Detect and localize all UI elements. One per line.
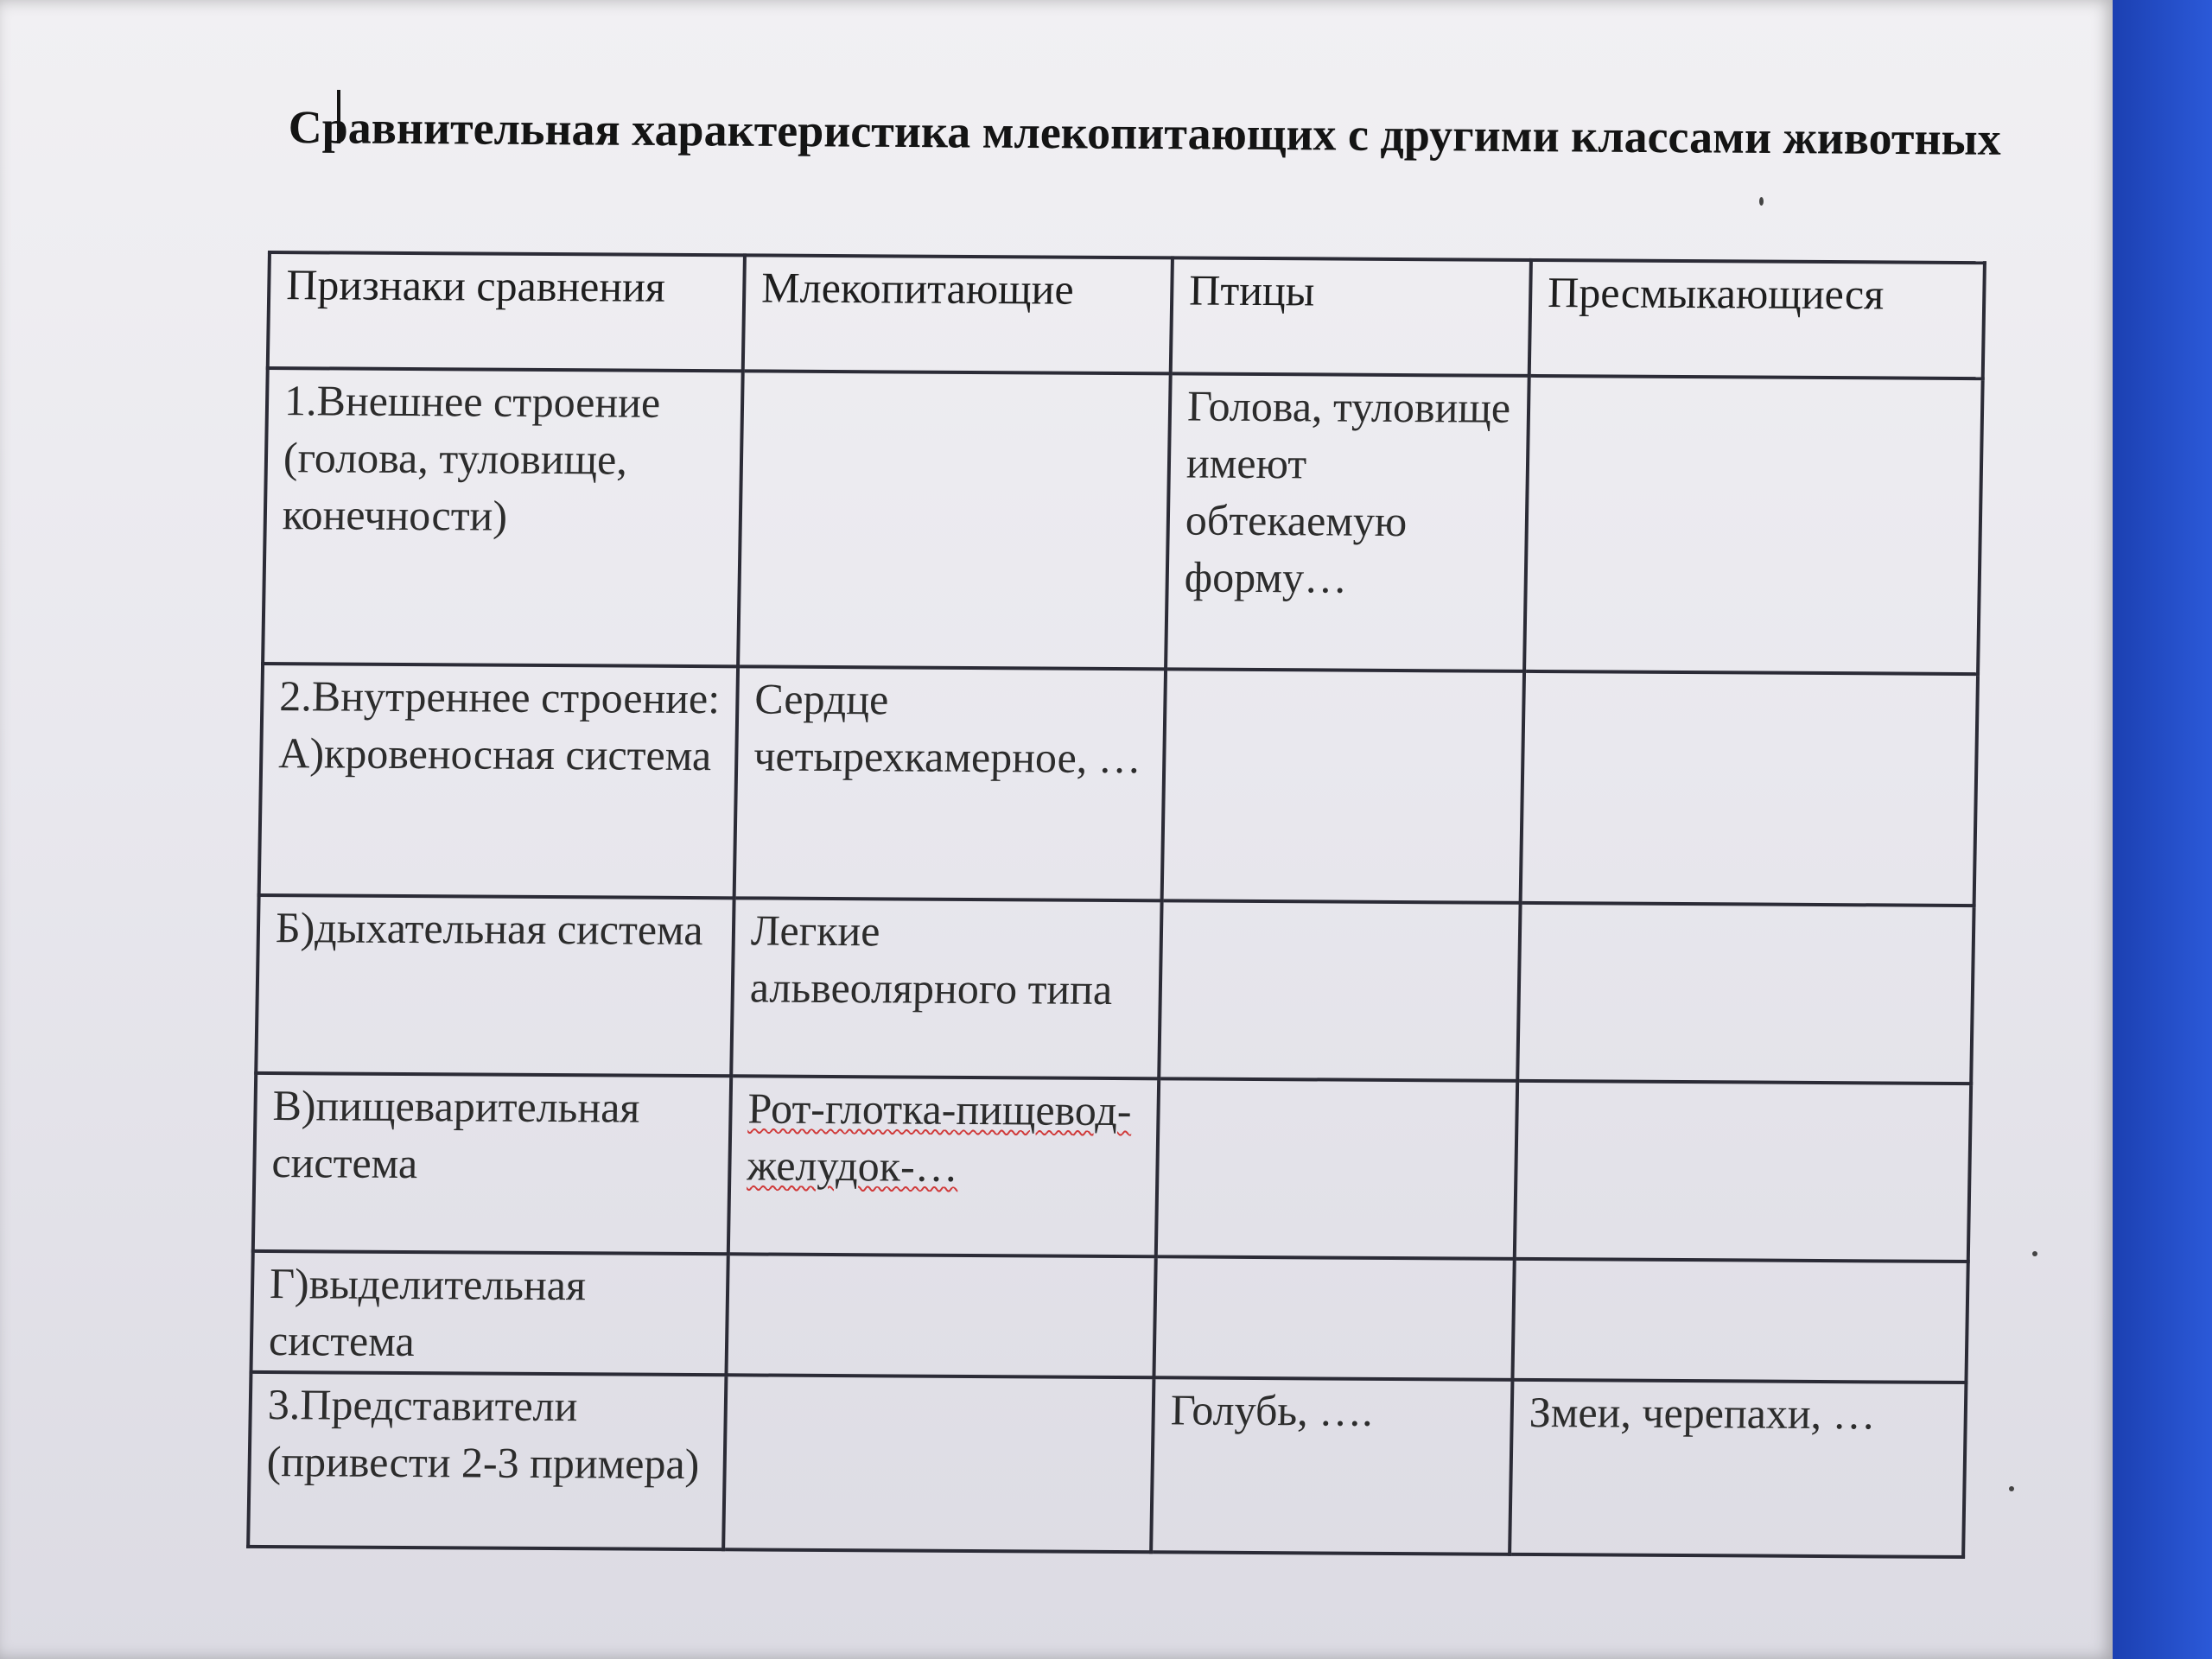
table-cell[interactable]: Г)выделительная система bbox=[251, 1251, 728, 1375]
table-cell[interactable] bbox=[726, 1254, 1155, 1377]
table-row bbox=[251, 1251, 1967, 1382]
table-cell[interactable]: Б)дыхательная система bbox=[256, 895, 734, 1076]
table-cell[interactable] bbox=[1156, 1078, 1517, 1259]
table-cell[interactable]: В)пищеварительная система bbox=[253, 1073, 731, 1254]
table-cell[interactable]: 2.Внутреннее строение: А)кровеносная система bbox=[259, 664, 738, 898]
table-cell[interactable]: 1.Внешнее строение (голова, туловище, конечности) bbox=[263, 368, 743, 666]
table-cell[interactable] bbox=[1159, 900, 1520, 1081]
header-cell-mammals[interactable]: Млекопитающие bbox=[743, 255, 1173, 373]
header-cell-reptiles[interactable]: Пресмыкающиеся bbox=[1529, 260, 1985, 378]
table-cell[interactable] bbox=[1517, 903, 1974, 1084]
table-cell[interactable]: Голубь, …. bbox=[1151, 1377, 1512, 1554]
table-cell[interactable]: 3.Представители (привести 2-3 примера) bbox=[248, 1372, 726, 1549]
table-row bbox=[248, 1372, 1966, 1557]
table-row bbox=[253, 1073, 1971, 1262]
document-title: Сравнительная характеристика млекопитающих с другими классами животных bbox=[288, 101, 2001, 165]
table-cell[interactable] bbox=[1521, 671, 1978, 906]
table-row bbox=[263, 368, 1983, 674]
table-cell[interactable] bbox=[738, 371, 1171, 669]
table-cell[interactable]: Змеи, черепахи, … bbox=[1510, 1380, 1966, 1557]
comparison-table-wrapper bbox=[246, 251, 1983, 1559]
table-row bbox=[256, 895, 1974, 1084]
table-header-row bbox=[268, 252, 1985, 378]
table-cell[interactable] bbox=[1524, 376, 1983, 674]
table-cell[interactable]: Сердце четырехкамерное, … bbox=[734, 666, 1166, 900]
table-cell[interactable]: Голова, туловище имеют обтекаемую форму… bbox=[1166, 373, 1529, 671]
table-cell[interactable] bbox=[1512, 1259, 1967, 1382]
table-cell[interactable] bbox=[1162, 669, 1524, 903]
comparison-table bbox=[246, 251, 1986, 1559]
header-cell-criteria[interactable]: Признаки сравнения bbox=[268, 252, 745, 371]
table-cell[interactable]: Рот-глотка-пищевод-желудок-… bbox=[728, 1076, 1159, 1256]
header-cell-birds[interactable]: Птицы bbox=[1171, 257, 1531, 376]
table-cell[interactable]: Легкие альвеолярного типа bbox=[731, 898, 1161, 1078]
table-cell[interactable] bbox=[723, 1375, 1154, 1552]
table-cell[interactable] bbox=[1515, 1081, 1971, 1262]
table-cell[interactable] bbox=[1154, 1256, 1514, 1380]
screen-speck bbox=[2032, 1251, 2037, 1256]
screen-speck bbox=[1759, 197, 1764, 206]
table-row bbox=[259, 664, 1978, 906]
screen-speck bbox=[2009, 1486, 2014, 1491]
